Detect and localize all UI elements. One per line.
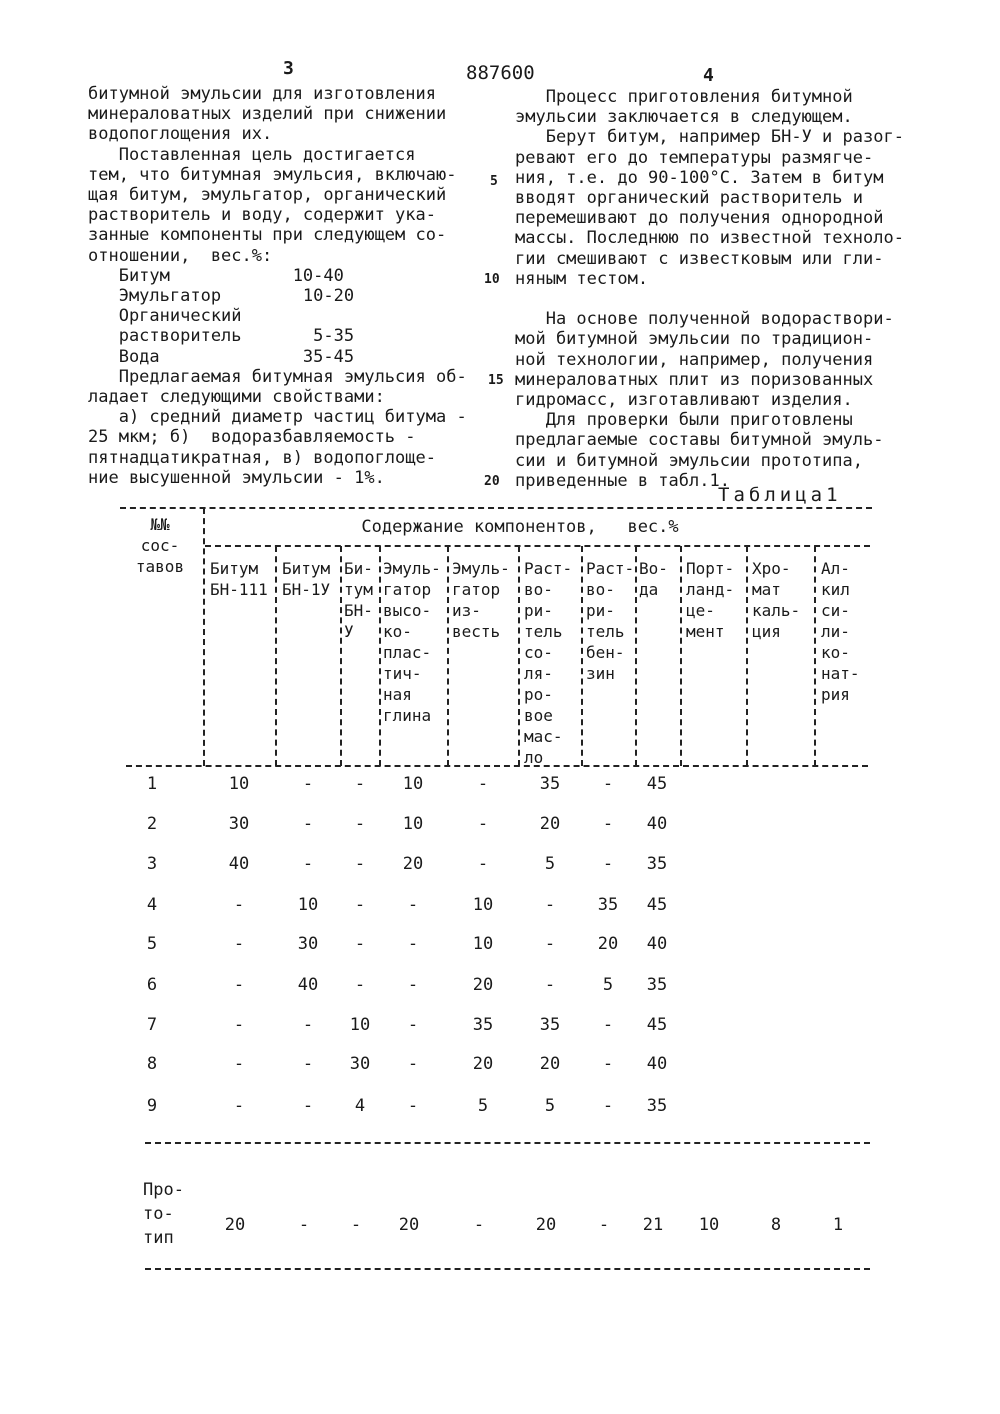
col-divider-6 [581,546,583,766]
text-line: предлагаемые составы битумной эмуль- [515,430,884,451]
group-header: Содержание компонентов, вес.% [361,517,679,537]
prototype-cell: - [298,1215,310,1235]
row-id: 2 [146,814,158,834]
table-cell: - [544,934,556,954]
text-line: ние высушенной эмульсии - 1%. [88,467,385,488]
column-header-1: Битум БН-1У [282,559,331,599]
text-line: тем, что битумная эмульсия, включаю- [88,164,457,185]
prototype-cell: 1 [832,1215,844,1235]
table-cell: - [233,1054,245,1074]
text-line: массы. Последнюю по известной техноло- [515,228,904,249]
text-line: 25 мкм; б) водоразбавляемость - [88,427,416,448]
table-cell: 20 [402,854,424,874]
table-cell: 4 [354,1096,366,1116]
table-cell: 20 [539,1054,561,1074]
text-line: Процесс приготовления битумной [515,87,853,107]
table-cell: - [407,895,419,915]
table-cell: 5 [477,1096,489,1116]
table-cell: - [407,1096,419,1116]
table-cell: 45 [646,1015,668,1035]
table-cell: 40 [646,1054,668,1074]
table-cell: - [602,1054,614,1074]
table-cell: - [233,1015,245,1035]
row-id: 5 [146,934,158,954]
column-header-9: Хро- мат каль- ция [752,559,801,641]
text-line: водопоглощения их. [88,124,273,145]
table-cell: 35 [472,1015,494,1035]
prototype-cell: 20 [224,1215,246,1235]
column-header-5: Раст- во- ри- тель со- ля- ро- вое мас- ло [524,559,573,767]
col-divider-2 [340,546,342,766]
table-cell: - [354,895,366,915]
table-cell: 10 [402,774,424,794]
table-cell: 45 [646,774,668,794]
text-line: ладает следующими свойствами: [88,387,385,407]
table-cell: 35 [539,774,561,794]
table-cell: 10 [472,895,494,915]
line-number-10: 10 [484,272,500,287]
table-cell: - [602,774,614,794]
column-header-7: Во- да [639,559,668,599]
row-id: 8 [146,1054,158,1074]
row-id: 3 [146,854,158,874]
text-line: а) средний диаметр частиц битума - [88,407,467,428]
table-cell: - [233,975,245,995]
text-line: Вода 35-45 [88,346,355,367]
table-cell: - [302,854,314,874]
table-cell: - [602,854,614,874]
text-line: перемешивают до получения однородной [515,208,884,229]
text-line: На основе полученной водораствори- [515,309,894,330]
prototype-cell: - [598,1215,610,1235]
text-line: гидромасс, изготавливают изделия. [515,390,853,410]
table-cell: - [354,774,366,794]
text-line: битумной эмульсии для изготовления [88,84,436,104]
table-cell: 10 [228,774,250,794]
text-line: Органический [88,306,242,327]
col-divider-4 [447,546,449,766]
prototype-label: Про- то- тип [143,1180,184,1248]
row-id: 4 [146,895,158,915]
table-cell: - [302,1096,314,1116]
col-divider-9 [746,546,748,766]
table-cell: - [233,934,245,954]
table-cell: - [477,774,489,794]
text-line: пятнадцатикратная, в) водопоглоще- [88,447,436,468]
table-cell: - [354,814,366,834]
prototype-cell: 20 [535,1215,557,1235]
table-cell: - [407,975,419,995]
text-line: щая битум, эмульгатор, органический [88,185,447,205]
table-cell: - [354,975,366,995]
text-line: ной технологии, например, получения [515,349,874,370]
header-bottom-rule [126,765,868,767]
prototype-cell: 10 [698,1215,720,1235]
col-divider-5 [518,546,520,766]
prototype-cell: - [473,1215,485,1235]
col-divider-3 [379,546,381,766]
table-cell: - [477,814,489,834]
table-cell: 30 [349,1054,371,1074]
table-cell: 10 [402,814,424,834]
table-cell: 10 [472,934,494,954]
text-line: Битум 10-40 [88,265,344,286]
text-line: приведенные в табл.1. [515,470,730,491]
table-cell: 5 [544,1096,556,1116]
table-cell: - [407,1054,419,1074]
prototype-top-rule [145,1142,870,1144]
table-cell: 40 [646,814,668,834]
table-cell: - [544,895,556,915]
col-divider-1 [275,546,277,766]
table-cell: - [302,1015,314,1035]
table-cell: 35 [539,1015,561,1035]
prototype-cell: - [350,1215,362,1235]
prototype-cell: 20 [398,1215,420,1235]
table-cell: - [602,814,614,834]
line-number-5: 5 [490,174,498,189]
table-title: Таблица1 [718,484,842,506]
text-line: вводят органический растворитель и [515,188,863,208]
text-line: Поставленная цель достигается [88,144,416,165]
table-cell: - [544,975,556,995]
table-cell: 40 [228,854,250,874]
row-id: 1 [146,774,158,794]
table-cell: - [407,934,419,954]
table-cell: 20 [539,814,561,834]
table-cell: - [233,895,245,915]
text-line: растворитель и воду, содержит ука- [88,205,436,226]
table-cell: 10 [297,895,319,915]
table-cell: 35 [646,854,668,874]
table-cell: - [302,1054,314,1074]
col-divider-7 [635,546,637,766]
text-line: минераловатных плит из поризованных [515,369,874,390]
table-cell: - [407,1015,419,1035]
table-cell: - [477,854,489,874]
table-cell: 45 [646,895,668,915]
table-cell: - [354,934,366,954]
text-line: эмульсии заключается в следующем. [515,107,853,128]
column-header-3: Эмуль- гатор высо- ко- плас- тич- ная глина [383,559,441,725]
table-cell: 5 [544,854,556,874]
column-header-6: Раст- во- ри- тель бен- зин [586,559,635,683]
text-line: Эмульгатор 10-20 [88,286,355,306]
table-cell: 5 [602,975,614,995]
table-cell: 35 [646,1096,668,1116]
table-cell: - [302,814,314,834]
text-line: ревают его до температуры размягче- [515,147,874,168]
table-cell: - [354,854,366,874]
row-id: 9 [146,1096,158,1116]
text-line: сии и битумной эмульсии прототипа, [515,450,863,471]
patent-number: 887600 [466,62,535,84]
col-divider-8 [680,546,682,766]
column-header-0: Битум БН-111 [210,559,268,599]
page-number-left: 3 [283,58,294,79]
line-number-20: 20 [484,474,500,489]
table-cell: 40 [646,934,668,954]
text-line: Для проверки были приготовлены [515,410,853,431]
text-line: ния, т.е. до 90-100°С. Затем в битум [515,167,884,188]
column-header-8: Порт- ланд- це- мент [686,559,735,641]
prototype-cell: 8 [770,1215,782,1235]
row-id: 7 [146,1015,158,1035]
text-line: минераловатных изделий при снижении [88,104,447,125]
table-cell: 35 [646,975,668,995]
table-cell: - [602,1015,614,1035]
table-cell: 40 [297,975,319,995]
table-cell: - [302,774,314,794]
row-id: 6 [146,975,158,995]
group-header-rule [205,545,870,547]
text-line: занные компоненты при следующем со- [88,225,447,246]
table-cell: 30 [228,814,250,834]
text-line: Берут битум, например БН-У и разог- [515,127,904,148]
line-number-15: 15 [488,373,504,388]
column-header-2: Би- тум БН- У [344,559,373,641]
text-line: няным тестом. [515,268,649,289]
col-divider-10 [814,546,816,766]
table-top-rule [120,507,872,509]
table-cell: 35 [597,895,619,915]
row-header: №№ сос- тавов [135,515,185,576]
text-line: Предлагаемая битумная эмульсия об- [88,366,467,387]
text-line: растворитель 5-35 [88,326,355,347]
table-cell: - [233,1096,245,1116]
table-cell: 20 [472,975,494,995]
table-cell: 10 [349,1015,371,1035]
text-line: гии смешивают с известковым или гли- [515,248,884,269]
table-cell: - [602,1096,614,1116]
column-header-4: Эмуль- гатор из- весть [452,559,510,641]
text-line: мой битумной эмульсии по традицион- [515,329,874,350]
text-line: отношении, вес.%: [88,245,273,266]
prototype-cell: 21 [642,1215,664,1235]
table-cell: 30 [297,934,319,954]
page-number-right: 4 [703,65,714,86]
table-cell: 20 [472,1054,494,1074]
column-header-10: Ал- кил си- ли- ко- нат- рия [821,559,860,704]
table-cell: 20 [597,934,619,954]
table-bottom-rule [145,1268,870,1270]
col-divider-0 [203,508,205,766]
